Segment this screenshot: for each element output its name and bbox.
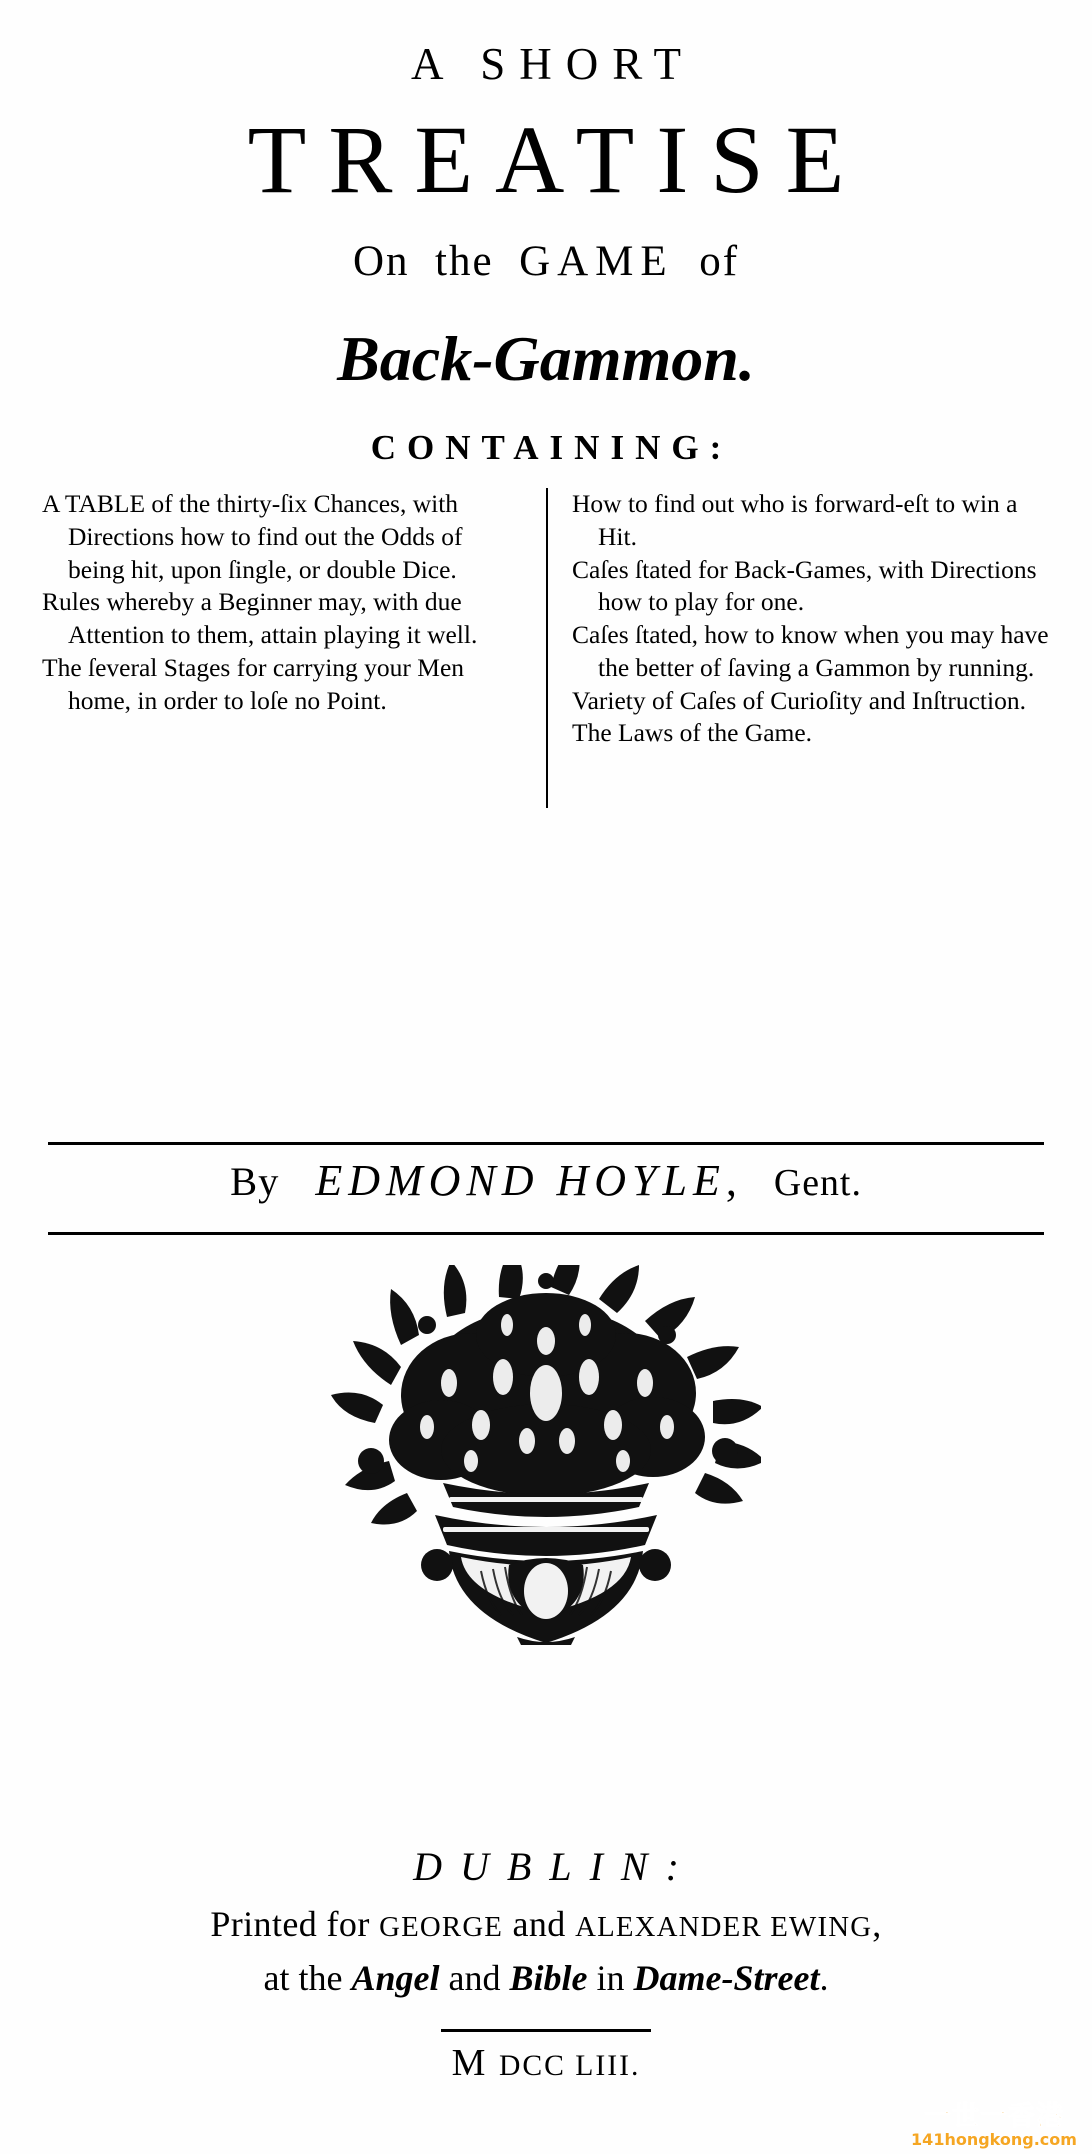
contents-item: How to find out who is forward-eſt to win a Hit. <box>572 489 1018 551</box>
title-line-a-short: A SHORT <box>410 39 696 89</box>
word-the: the <box>435 238 494 285</box>
watermark-chinese-text: 一世一香港 <box>924 2101 1064 2132</box>
author-by-label: By <box>230 1159 280 1204</box>
contents-column-right <box>546 488 1050 808</box>
word-of: of <box>699 238 740 285</box>
imprint-printer-george: GEORGE <box>379 1911 504 1943</box>
contents-item: Rules whereby a Beginner may, with due Attention to them, attain playing it well. <box>42 587 478 650</box>
word-on: On <box>352 238 410 285</box>
imprint-date-roman <box>0 2041 1092 2085</box>
date-m: M <box>451 2042 488 2084</box>
imprint-sign-angel: Angel <box>351 1958 440 1998</box>
imprint-conjunction: and <box>512 1904 566 1944</box>
contents-item: Caſes ſtated for Back-Games, with Directions how to play for one. <box>572 554 1037 617</box>
title-line-treatise: TREATISE <box>247 106 867 213</box>
watermark <box>904 2103 1084 2148</box>
imprint-street: Dame-Street <box>633 1958 820 1998</box>
contents-item: A TABLE of the thirty-ſix Chances, with Directions how to find out the Odds of being hit, upon ſingle, or double Dice. <box>42 489 463 584</box>
contents-block <box>42 488 1050 808</box>
horizontal-rule-above-author <box>48 1142 1044 1145</box>
horizontal-rule-above-date <box>441 2029 651 2032</box>
imprint-address-conjunction: and <box>448 1958 501 1998</box>
contents-item: Variety of Caſes of Curioſity and Inſtruction. <box>572 685 1026 715</box>
imprint-printed-suffix: , <box>872 1904 882 1944</box>
date-remainder: DCC LIII. <box>498 2050 641 2082</box>
imprint-sign-bible: Bible <box>509 1958 588 1998</box>
contents-item: The Laws of the Game. <box>572 718 813 748</box>
contents-item: The ſeveral Stages for carrying your Men home, in order to loſe no Point. <box>42 652 465 715</box>
contents-item: Caſes ſtated, how to know when you may have the better of ſaving a Gammon by running. <box>572 620 1049 682</box>
author-name: EDMOND HOYLE <box>315 1156 726 1205</box>
imprint-at-prefix: at the <box>263 1958 343 1998</box>
horizontal-rule-below-author <box>48 1232 1044 1235</box>
contents-column-left <box>42 488 546 717</box>
watermark-site-url: 141hongkong.com <box>911 2130 1077 2149</box>
imprint-address-in: in <box>596 1958 625 1998</box>
imprint-printed-prefix: Printed for <box>210 1904 370 1944</box>
imprint-address-line <box>0 1957 1092 1999</box>
title-line-back-gammon: Back-Gammon. <box>337 323 755 394</box>
imprint-address-period: . <box>819 1958 829 1998</box>
author-comma: , <box>725 1156 738 1205</box>
containing-heading: CONTAINING: <box>370 428 733 467</box>
word-game: GAME <box>519 238 674 285</box>
author-honorific: Gent. <box>773 1162 862 1204</box>
imprint-printer-line <box>0 1903 1092 1945</box>
flower-basket-ornament-icon <box>331 1265 761 1645</box>
title-line-on-the-game <box>0 237 1092 286</box>
imprint-city: DUBLIN: <box>413 1844 697 1889</box>
author-line <box>0 1155 1092 1206</box>
imprint-printer-alexander-ewing: ALEXANDER EWING <box>575 1911 873 1943</box>
